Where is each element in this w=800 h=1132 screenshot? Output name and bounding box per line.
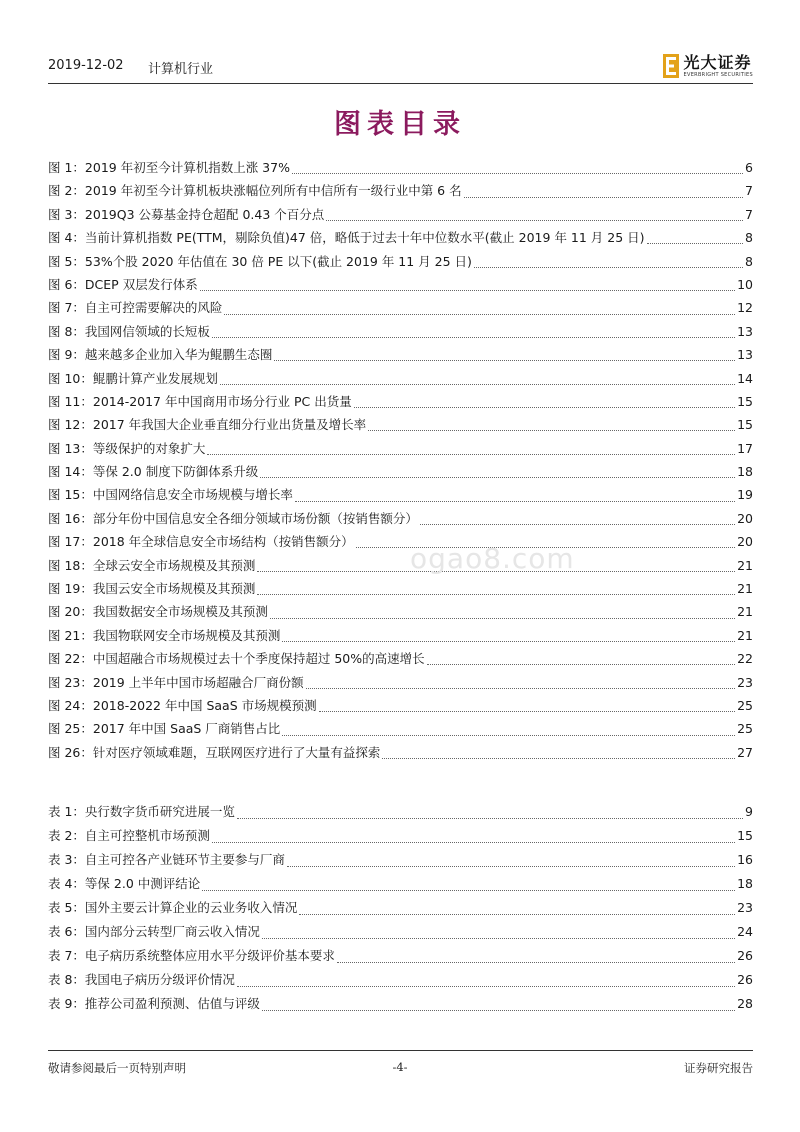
entry-page-number: 21 <box>737 557 753 573</box>
table-entry[interactable] <box>48 970 753 994</box>
figure-index <box>48 158 753 766</box>
entry-label: 图 15：中国网络信息安全市场规模与增长率 <box>48 487 293 503</box>
entry-page-number: 15 <box>737 393 753 409</box>
table-entry[interactable] <box>48 802 753 826</box>
figure-entry[interactable] <box>48 298 753 321</box>
entry-label: 图 22：中国超融合市场规模过去十个季度保持超过 50%的高速增长 <box>48 651 425 667</box>
entry-page-number: 21 <box>737 581 753 597</box>
entry-label: 图 5：53%个股 2020 年估值在 30 倍 PE 以下(截止 2019 年 11 月 25 日) <box>48 253 472 269</box>
figure-entry[interactable] <box>48 345 753 368</box>
dot-leader <box>262 1010 735 1011</box>
entry-label: 图 13：等级保护的对象扩大 <box>48 440 206 456</box>
table-entry[interactable] <box>48 946 753 970</box>
entry-label: 图 6：DCEP 双层发行体系 <box>48 276 198 292</box>
figure-entry[interactable] <box>48 462 753 485</box>
entry-page-number: 8 <box>745 230 753 246</box>
entry-label: 图 17：2018 年全球信息安全市场结构（按销售额分） <box>48 534 354 550</box>
logo-chinese-name: 光大证券 <box>683 52 752 72</box>
dot-leader <box>274 360 735 361</box>
entry-label: 图 9：越来越多企业加入华为鲲鹏生态圈 <box>48 347 273 363</box>
entry-page-number: 25 <box>737 721 753 737</box>
dot-leader <box>299 914 735 915</box>
table-entry[interactable] <box>48 850 753 874</box>
dot-leader <box>282 641 735 642</box>
entry-label: 图 19：我国云安全市场规模及其预测 <box>48 581 256 597</box>
dot-leader <box>207 454 735 455</box>
entry-page-number: 15 <box>737 417 753 433</box>
entry-label: 表 8：我国电子病历分级评价情况 <box>48 972 235 987</box>
entry-label: 图 1：2019 年初至今计算机指数上涨 37% <box>48 160 290 175</box>
dot-leader <box>337 962 735 963</box>
figure-entry[interactable] <box>48 392 753 415</box>
entry-page-number: 23 <box>737 900 753 915</box>
entry-page-number: 27 <box>737 744 753 760</box>
dot-leader <box>647 243 743 244</box>
report-type: 证券研究报告 <box>684 1061 753 1075</box>
entry-label: 表 5：国外主要云计算企业的云业务收入情况 <box>48 900 298 915</box>
figure-entry[interactable] <box>48 252 753 275</box>
entry-label: 图 11：2014-2017 年中国商用市场分行业 PC 出货量 <box>48 393 352 409</box>
entry-label: 图 18：全球云安全市场规模及其预测 <box>48 557 256 573</box>
entry-label: 图 7：自主可控需要解决的风险 <box>48 300 223 316</box>
entry-label: 表 3：自主可控各产业链环节主要参与厂商 <box>48 852 285 867</box>
dot-leader <box>420 524 735 525</box>
entry-page-number: 21 <box>737 627 753 643</box>
figure-entry[interactable] <box>48 415 753 438</box>
entry-page-number: 20 <box>737 534 753 550</box>
entry-page-number: 19 <box>737 487 753 503</box>
entry-label: 图 14：等保 2.0 制度下防御体系升级 <box>48 464 259 480</box>
figure-entry[interactable] <box>48 532 753 555</box>
entry-page-number: 13 <box>737 323 753 339</box>
entry-page-number: 21 <box>737 604 753 620</box>
entry-label: 图 26：针对医疗领域难题，互联网医疗进行了大量有益探索 <box>48 744 381 760</box>
figure-entry[interactable] <box>48 579 753 602</box>
dot-leader <box>270 618 735 619</box>
entry-page-number: 9 <box>745 804 753 819</box>
dot-leader <box>260 477 735 478</box>
dot-leader <box>220 384 735 385</box>
entry-label: 图 24：2018-2022 年中国 SaaS 市场规模预测 <box>48 697 317 713</box>
entry-page-number: 14 <box>737 370 753 386</box>
dot-leader <box>427 664 735 665</box>
table-entry[interactable] <box>48 898 753 922</box>
entry-page-number: 26 <box>737 972 753 987</box>
dot-leader <box>262 938 735 939</box>
figure-entry[interactable] <box>48 696 753 719</box>
dot-leader <box>292 173 743 174</box>
entry-label: 表 4：等保 2.0 中测评结论 <box>48 876 201 891</box>
table-entry[interactable] <box>48 874 753 898</box>
dot-leader <box>295 501 735 502</box>
entry-page-number: 28 <box>737 996 753 1011</box>
dot-leader <box>200 290 735 291</box>
figure-entry[interactable] <box>48 275 753 298</box>
entry-page-number: 23 <box>737 674 753 690</box>
dot-leader <box>354 407 735 408</box>
figure-entry[interactable] <box>48 158 753 181</box>
entry-label: 表 2：自主可控整机市场预测 <box>48 828 210 843</box>
entry-label: 图 21：我国物联网安全市场规模及其预测 <box>48 627 281 643</box>
dot-leader <box>257 594 735 595</box>
entry-page-number: 17 <box>737 440 753 456</box>
figure-entry[interactable] <box>48 556 753 579</box>
figure-entry[interactable] <box>48 485 753 508</box>
header-divider <box>48 83 753 84</box>
figure-entry[interactable] <box>48 228 753 251</box>
entry-page-number: 15 <box>737 828 753 843</box>
figure-entry[interactable] <box>48 743 753 766</box>
figure-entry[interactable] <box>48 626 753 649</box>
figure-entry[interactable] <box>48 719 753 742</box>
dot-leader <box>368 430 735 431</box>
entry-page-number: 13 <box>737 347 753 363</box>
dot-leader <box>282 735 735 736</box>
dot-leader <box>319 711 735 712</box>
entry-page-number: 26 <box>737 948 753 963</box>
company-logo <box>663 52 753 80</box>
dot-leader <box>306 688 735 689</box>
entry-label: 图 20：我国数据安全市场规模及其预测 <box>48 604 268 620</box>
dot-leader <box>326 220 743 221</box>
entry-page-number: 16 <box>737 852 753 867</box>
figure-entry[interactable] <box>48 673 753 696</box>
dot-leader <box>237 986 735 987</box>
page-header <box>48 52 753 82</box>
dot-leader <box>212 842 735 843</box>
entry-page-number: 25 <box>737 697 753 713</box>
entry-label: 图 10：鲲鹏计算产业发展规划 <box>48 370 218 386</box>
figure-entry[interactable] <box>48 205 753 228</box>
entry-page-number: 18 <box>737 464 753 480</box>
logo-english-name: EVERBRIGHT SECURITIES <box>683 71 753 78</box>
entry-page-number: 6 <box>745 160 753 175</box>
entry-page-number: 7 <box>745 206 753 222</box>
everbright-logo-icon <box>663 54 679 78</box>
entry-page-number: 7 <box>745 183 753 199</box>
table-index <box>48 802 753 1018</box>
figure-entry[interactable] <box>48 322 753 345</box>
entry-label: 表 6：国内部分云转型厂商云收入情况 <box>48 924 260 939</box>
dot-leader <box>474 267 743 268</box>
page-number: -4- <box>392 1060 408 1074</box>
entry-page-number: 18 <box>737 876 753 891</box>
table-entry[interactable] <box>48 922 753 946</box>
figure-entry[interactable] <box>48 369 753 392</box>
footer-disclaimer: 敬请参阅最后一页特别声明 <box>48 1061 186 1075</box>
figure-entry[interactable] <box>48 649 753 672</box>
dot-leader <box>237 818 743 819</box>
report-date: 2019-12-02 <box>48 58 124 73</box>
figure-entry[interactable] <box>48 602 753 625</box>
entry-page-number: 24 <box>737 924 753 939</box>
entry-label: 图 16：部分年份中国信息安全各细分领域市场份额（按销售额分） <box>48 510 418 526</box>
entry-label: 图 25：2017 年中国 SaaS 厂商销售占比 <box>48 721 281 737</box>
table-entry[interactable] <box>48 994 753 1018</box>
industry-label: 计算机行业 <box>148 62 214 77</box>
entry-page-number: 8 <box>745 253 753 269</box>
entry-page-number: 20 <box>737 510 753 526</box>
footer-divider <box>48 1050 753 1051</box>
entry-label: 图 12：2017 年我国大企业垂直细分行业出货量及增长率 <box>48 417 367 433</box>
entry-label: 表 1：央行数字货币研究进展一览 <box>48 804 235 819</box>
table-entry[interactable] <box>48 826 753 850</box>
dot-leader <box>212 337 735 338</box>
entry-label: 图 8：我国网信领域的长短板 <box>48 323 210 339</box>
dot-leader <box>464 197 743 198</box>
entry-label: 图 4：当前计算机指数 PE(TTM，剔除负值)47 倍，略低于过去十年中位数水平(截止 2019 年 11 月 25 日) <box>48 230 645 246</box>
entry-page-number: 22 <box>737 651 753 667</box>
entry-label: 表 7：电子病历系统整体应用水平分级评价基本要求 <box>48 948 335 963</box>
entry-label: 表 9：推荐公司盈利预测、估值与评级 <box>48 996 260 1011</box>
entry-page-number: 10 <box>737 276 753 292</box>
dot-leader <box>224 314 735 315</box>
entry-label: 图 23：2019 上半年中国市场超融合厂商份额 <box>48 674 304 690</box>
figure-entry[interactable] <box>48 439 753 462</box>
entry-page-number: 12 <box>737 300 753 316</box>
watermark: ogao8.com <box>410 542 575 575</box>
figure-entry[interactable] <box>48 181 753 204</box>
figure-entry[interactable] <box>48 509 753 532</box>
entry-label: 图 3：2019Q3 公募基金持仓超配 0.43 个百分点 <box>48 206 325 222</box>
page-title: 图表目录 <box>334 109 466 140</box>
dot-leader <box>287 866 735 867</box>
entry-label: 图 2：2019 年初至今计算机板块涨幅位列所有中信所有一级行业中第 6 名 <box>48 183 462 199</box>
dot-leader <box>382 758 735 759</box>
dot-leader <box>202 890 735 891</box>
